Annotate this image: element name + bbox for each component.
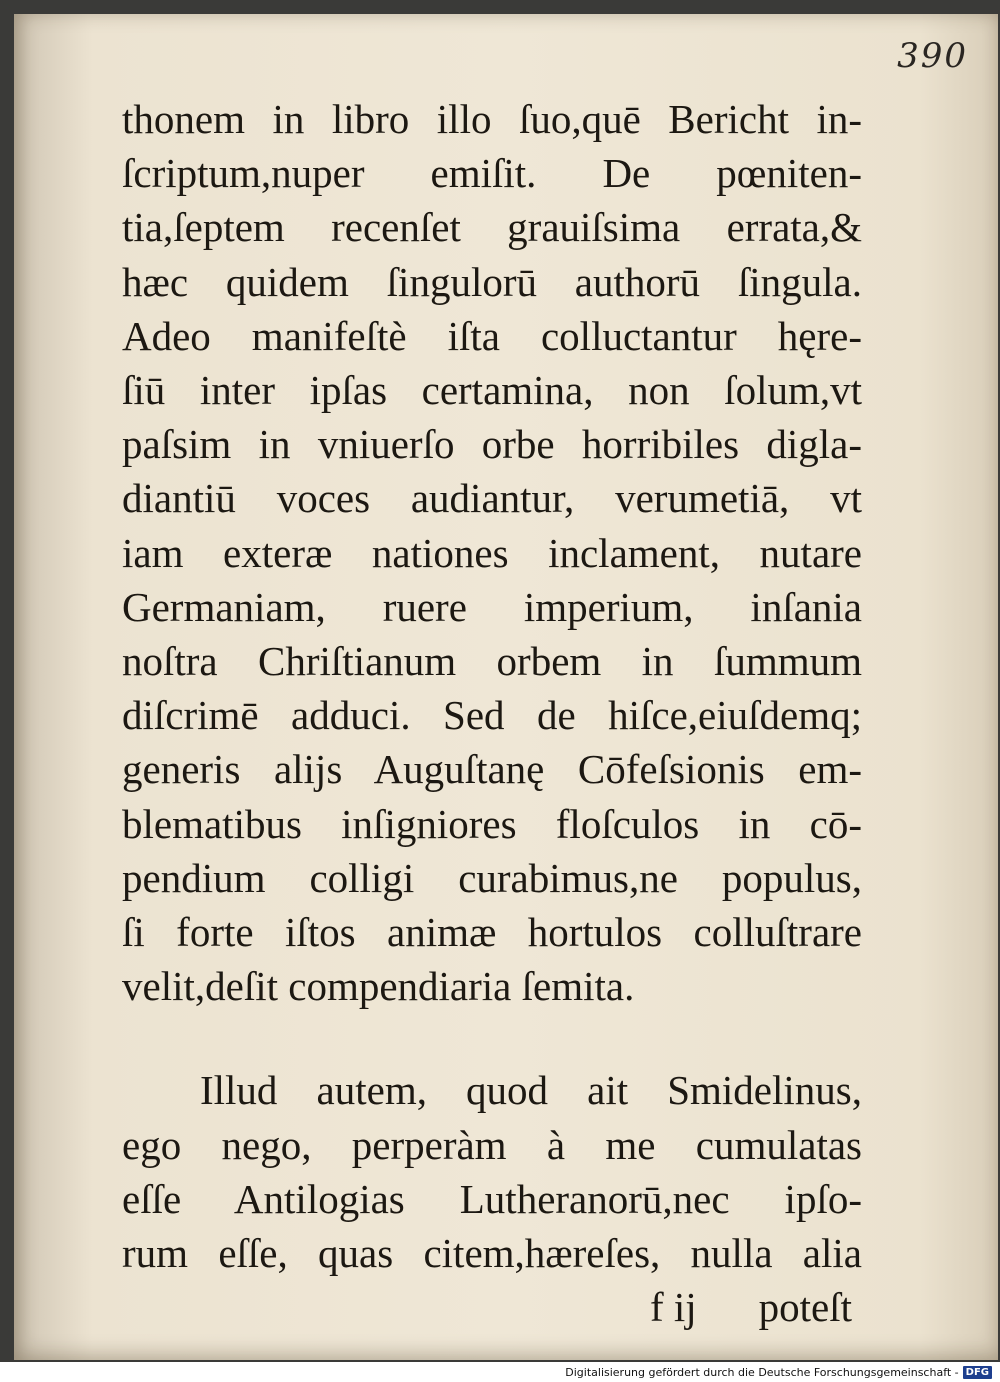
- page-number: 390: [897, 36, 968, 76]
- text-line: ego nego, perperàm à me cumulatas: [122, 1121, 862, 1168]
- book-page: [14, 14, 998, 1360]
- text-line: blematibus inſigniores floſculos in cō-: [122, 800, 862, 847]
- footer-credit: Digitalisierung gefördert durch die Deutsche Forschungsgemeinschaft -: [565, 1365, 959, 1379]
- text-line: paſsim in vniuerſo orbe horribiles digla-: [122, 421, 862, 468]
- text-line: pendium colligi curabimus,ne populus,: [122, 854, 862, 901]
- text-line: thonem in libro illo ſuo,quē Bericht in-: [122, 96, 862, 142]
- text-line: ſiū inter ipſas certamina, non ſolum,vt: [122, 367, 862, 414]
- paragraph-2: [122, 1063, 862, 1280]
- text-line: rum eſſe, quas citem,hæreſes, nulla alia: [122, 1230, 862, 1277]
- text-line: Adeo manifeſtè iſta colluctantur hęre-: [122, 312, 862, 359]
- paragraph-gap: [122, 1013, 862, 1063]
- text-line: ſi forte iſtos animæ hortulos colluſtrare: [122, 909, 862, 956]
- text-line: tia,ſeptem recenſet grauiſsima errata,&: [122, 204, 862, 251]
- text-line: ſcriptum,nuper emiſit. De pœniten-: [122, 150, 862, 197]
- dfg-logo[interactable]: DFG: [963, 1366, 992, 1379]
- paragraph-1: [122, 92, 862, 1013]
- catchword: poteſt: [758, 1284, 852, 1331]
- text-line: hæc quidem ſingulorū authorū ſingula.: [122, 258, 862, 305]
- text-line: generis alijs Auguſtanę Cōfeſsionis em-: [122, 746, 862, 793]
- text-line: iam exteræ nationes inclament, nutare: [122, 529, 862, 576]
- text-line: diſcrimē adduci. Sed de hiſce,eiuſdemq;: [122, 692, 862, 739]
- signature-mark: f ij: [649, 1284, 697, 1331]
- text-line: noſtra Chriſtianum orbem in ſummum: [122, 638, 862, 685]
- text-line: eſſe Antilogias Lutheranorū,nec ipſo-: [122, 1175, 862, 1222]
- footer-bar: [0, 1362, 1000, 1382]
- text-line: Germaniam, ruere imperium, inſania: [122, 583, 862, 630]
- text-line: Illud autem, quod ait Smidelinus,: [200, 1067, 862, 1114]
- text-line: velit,deſit compendiaria ſemita.: [122, 963, 635, 1010]
- signature-line: [122, 1280, 862, 1334]
- text-line: diantiū voces audiantur, verumetiā, vt: [122, 475, 862, 522]
- text-block: [122, 92, 862, 1334]
